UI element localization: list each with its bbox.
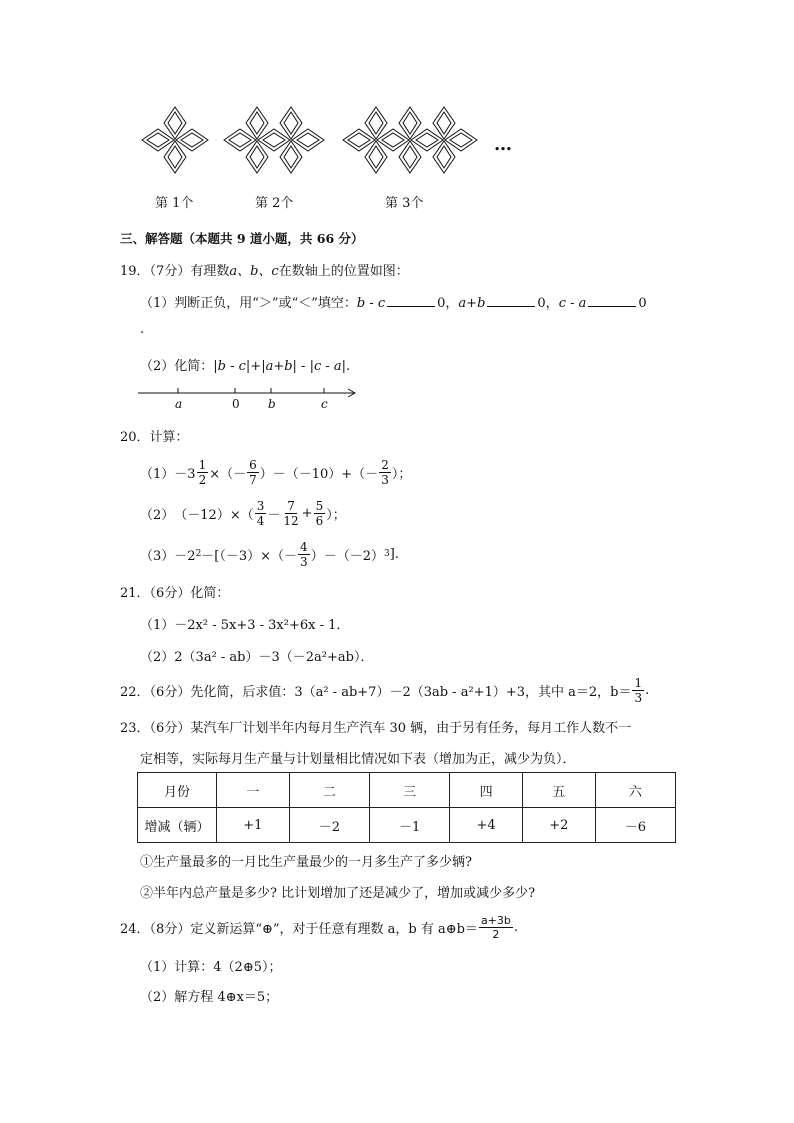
q19-stem xyxy=(120,260,409,279)
q20-2-end: ）； xyxy=(326,507,346,523)
table-cell: +4 xyxy=(450,808,523,843)
q23-line2: 定相等，实际每月生产量与计划量相比情况如下表（增加为正，减少为负）． xyxy=(140,752,576,767)
table-cell: +2 xyxy=(522,808,595,843)
q19-part1 xyxy=(140,292,647,311)
answer-blank-1[interactable] xyxy=(387,296,435,307)
q21-title: 21．（6分）化简： xyxy=(120,586,230,601)
table-header-row xyxy=(138,773,676,808)
q20-2-pre: （－12）×（ xyxy=(174,507,254,523)
q20-line3 xyxy=(140,537,399,571)
q20-3-pre: －2 xyxy=(174,548,196,564)
q20-1-mid1: ×（－ xyxy=(209,466,247,482)
table-cell: 三 xyxy=(369,773,449,808)
q22-text: 22．（6分）先化简，后求值：3（a² - ab+7）－2（3ab - a²+1）+3，其中 a＝2，b＝ xyxy=(120,684,632,700)
fraction-7-12: $\frac{7}{12}$ xyxy=(283,498,299,528)
q20-3-exp: 2 xyxy=(195,549,202,559)
q19-number: 19． xyxy=(120,264,150,279)
q19-part2 xyxy=(140,355,350,374)
q19-expr-a+b: a+b xyxy=(458,296,486,311)
pattern-figure-2 xyxy=(222,105,326,175)
q22 xyxy=(120,673,649,707)
q20-title: 20．计算： xyxy=(120,430,189,445)
q19-stem-post: 在数轴上的位置如图： xyxy=(278,264,409,279)
table-cell: －2 xyxy=(289,808,369,843)
q20-1-index: （1） xyxy=(140,466,175,482)
q19-expr-c-a: c - a xyxy=(558,296,587,311)
fraction-1-2: $\frac{1}{2}$ xyxy=(198,457,207,487)
table-cell: +1 xyxy=(217,808,290,843)
fraction-1-3: $\frac{1}{3}$ xyxy=(634,675,643,705)
table-cell: 二 xyxy=(289,773,369,808)
q20-3-mid2: ）－（－2） xyxy=(310,548,384,564)
ellipsis: … xyxy=(494,134,512,155)
table-cell: 月份 xyxy=(138,773,217,808)
q21-line1: （1）－2x² - 5x+3 - 3x²+6x - 1． xyxy=(140,618,350,633)
fraction-3-4: $\frac{3}{4}$ xyxy=(256,498,265,528)
figure-label-2: 第 2个 xyxy=(255,196,294,211)
table-cell: 增减（辆） xyxy=(138,808,217,843)
table-cell: 六 xyxy=(595,773,675,808)
q20-1-mid2: ）－（－10）+（－ xyxy=(259,466,379,482)
figure-label-3: 第 3个 xyxy=(385,196,424,211)
axis-label-0: 0 xyxy=(232,397,240,411)
q19-points: （7分） xyxy=(149,264,191,279)
q19-stem-pre: 有理数 xyxy=(190,264,230,279)
q21-line2: （2）2（3a² - ab）－3（－2a²+ab）． xyxy=(140,650,374,665)
fraction-a3b-2: $\frac{a+3b}{2}$ xyxy=(480,913,511,941)
q20-3-end: ]. xyxy=(389,546,399,562)
q20-1-end: ）； xyxy=(391,466,412,482)
table-cell: 五 xyxy=(522,773,595,808)
q19-expr-b-c: b - c xyxy=(356,296,386,311)
q22-end: . xyxy=(645,682,650,698)
q19-part1-dot: . xyxy=(140,322,145,337)
q20-3-mid: －[（－3）×（－ xyxy=(201,548,298,564)
figure-label-1: 第 1个 xyxy=(155,196,194,211)
axis-label-a: a xyxy=(175,397,183,411)
table-row xyxy=(138,808,676,843)
q19-part2-expr: |b - c|+|a+b| - |c - a|. xyxy=(213,359,351,374)
q24-line1: （1）计算：4（2⊕5）； xyxy=(140,960,282,975)
q24-end: . xyxy=(513,919,519,935)
table-cell: －6 xyxy=(595,808,675,843)
pattern-figure-3 xyxy=(341,105,479,175)
axis-label-b: b xyxy=(268,397,276,411)
q19-sep-1: ， xyxy=(445,296,459,311)
q23-sub2: ②半年内总产量是多少? 比计划增加了还是减少了，增加或减少多少? xyxy=(140,886,536,901)
q20-3-index: （3） xyxy=(140,548,175,564)
production-table xyxy=(137,772,676,843)
fraction-2-3: $\frac{2}{3}$ xyxy=(381,457,389,487)
q19-stem-vars: a、b、c xyxy=(229,264,279,279)
q20-1-pre: －3 xyxy=(174,466,196,482)
table-cell: 一 xyxy=(217,773,290,808)
pattern-figure-1 xyxy=(140,105,210,175)
q19-zero-2: 0 xyxy=(537,296,546,311)
q19-part1-prefix: （1）判断正负，用“＞”或“＜”填空： xyxy=(140,296,357,311)
q19-zero-3: 0 xyxy=(638,296,647,311)
q24-text: 24．（8分）定义新运算“⊕”，对于任意有理数 a，b 有 a⊕b＝ xyxy=(120,921,478,937)
section-heading: 三、解答题（本题共 9 道小题，共 66 分） xyxy=(120,231,364,246)
q19-zero-1: 0 xyxy=(437,296,446,311)
q19-part2-prefix: （2）化简： xyxy=(140,359,214,374)
fraction-6-7: $\frac{6}{7}$ xyxy=(249,457,257,487)
answer-blank-3[interactable] xyxy=(588,296,636,307)
fraction-4-3: $\frac{4}{3}$ xyxy=(300,539,308,569)
q20-3-exp2: 3 xyxy=(383,549,390,559)
axis-label-c: c xyxy=(321,397,328,411)
q20-line2 xyxy=(140,496,346,530)
q20-2-plus: + xyxy=(301,505,313,521)
fraction-5-6: $\frac{5}{6}$ xyxy=(315,498,324,528)
q24 xyxy=(120,909,518,945)
q20-2-minus: － xyxy=(267,507,281,523)
q20-2-index: （2） xyxy=(140,507,175,523)
q19-sep-2: ， xyxy=(545,296,559,311)
table-cell: 四 xyxy=(450,773,523,808)
answer-blank-2[interactable] xyxy=(487,296,535,307)
q20-line1 xyxy=(140,455,411,489)
table-cell: －1 xyxy=(369,808,449,843)
q23-sub1: ①生产量最多的一月比生产量最少的一月多生产了多少辆? xyxy=(140,855,472,870)
q23-line1: 23．（6分）某汽车厂计划半年内每月生产汽车 30 辆，由于另有任务，每月工作人数不一 xyxy=(120,721,632,736)
q24-line2: （2）解方程 4⊕x＝5； xyxy=(140,990,279,1005)
